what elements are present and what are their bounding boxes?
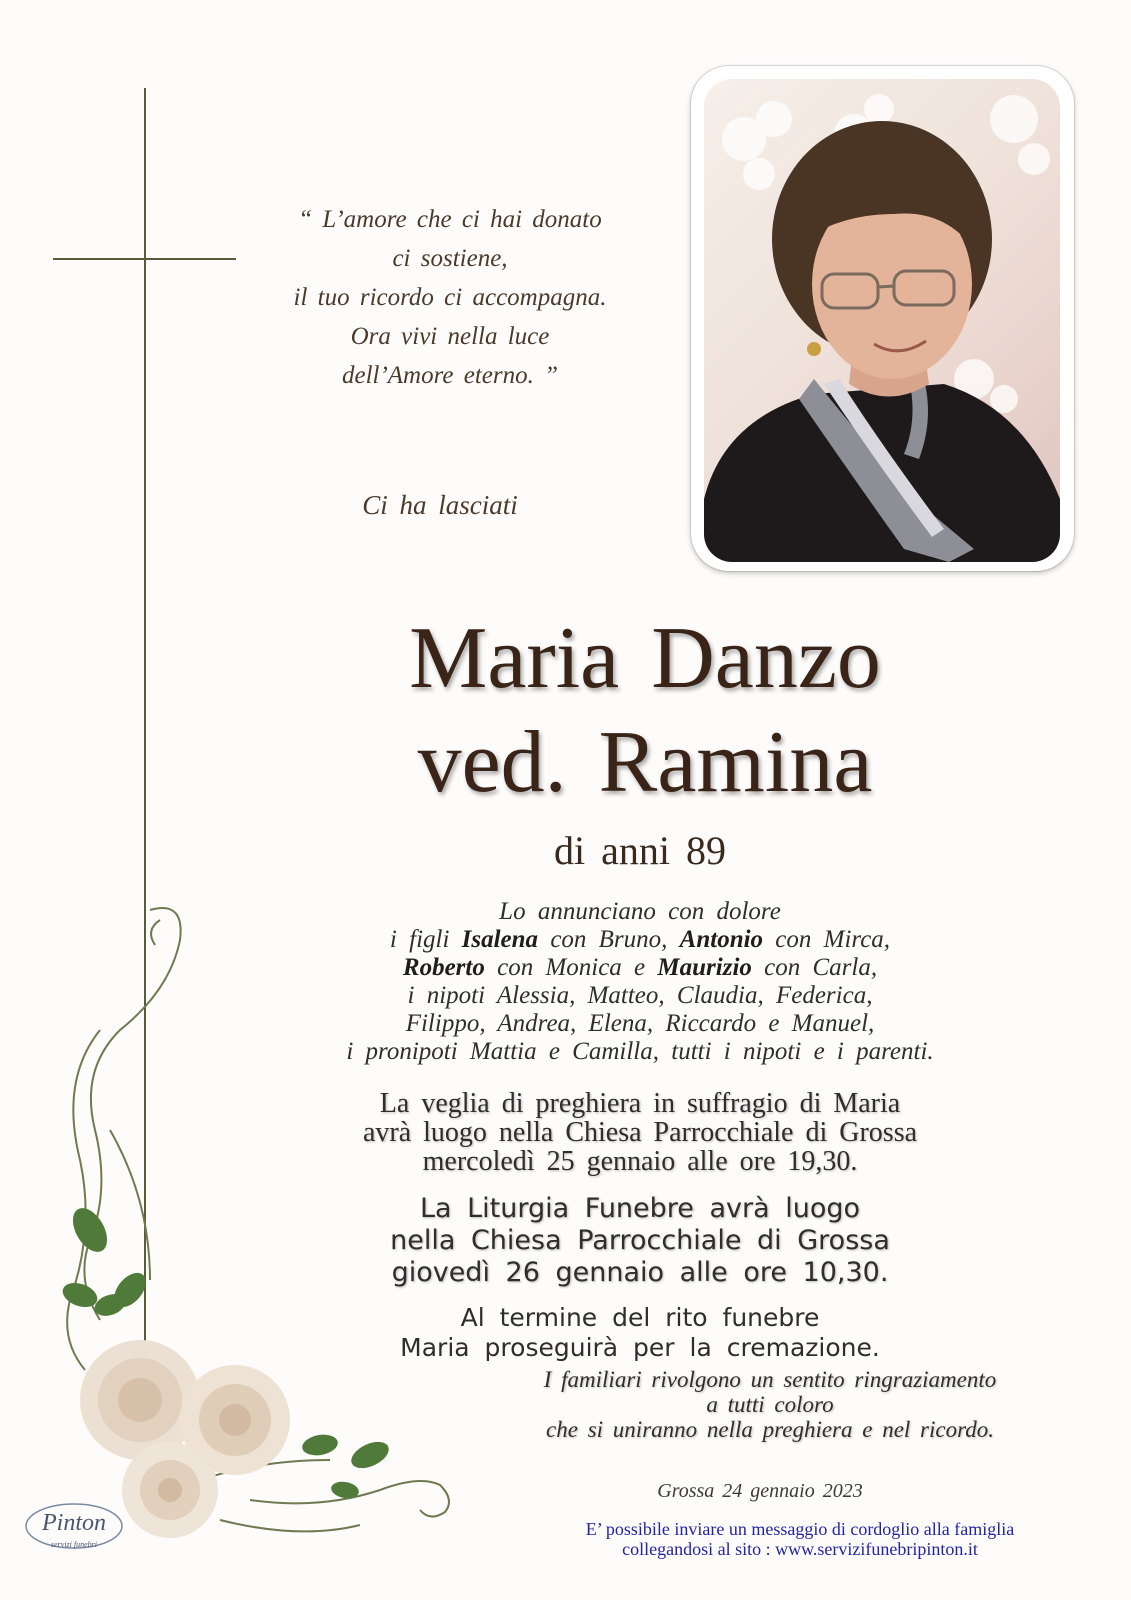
vigil-line: La veglia di preghiera in suffragio di Maria	[379, 1088, 901, 1119]
rose-flourish-decoration	[0, 900, 520, 1600]
announcement-line: i pronipoti Mattia e Camilla, tutti i nipoti e i parenti.	[346, 1038, 934, 1065]
child-name: Roberto	[402, 954, 485, 981]
quote-line: ci sostiene,	[392, 245, 508, 272]
text-fragment: con Bruno,	[538, 926, 680, 953]
deceased-widow-name: ved. Ramina	[417, 714, 873, 811]
portrait-photo	[704, 79, 1060, 562]
text-fragment: con Carla,	[751, 954, 878, 981]
child-name: Maurizio	[657, 954, 752, 981]
quote-line: Ora vivi nella luce	[350, 323, 550, 350]
condolence-website-line[interactable]: collegandosi al sito : www.servizifunebripinton.it	[622, 1539, 978, 1559]
thanks-line: I familiari rivolgono un sentito ringraziamento	[543, 1367, 997, 1392]
cremation-line: Al termine del rito funebre	[460, 1303, 820, 1332]
memorial-quote	[240, 200, 660, 395]
liturgy-line: La Liturgia Funebre avrà luogo	[419, 1193, 861, 1224]
condolence-line: E’ possibile inviare un messaggio di cordoglio alla famiglia	[585, 1519, 1015, 1539]
vigil-line: mercoledì 25 gennaio alle ore 19,30.	[422, 1146, 858, 1177]
liturgy-line: giovedì 26 gennaio alle ore 10,30.	[391, 1257, 889, 1288]
text-fragment: con Monica e	[484, 954, 658, 981]
vigil-line: avrà luogo nella Chiesa Parrocchiale di Grossa	[362, 1117, 918, 1148]
thanks-line: che si uniranno nella preghiera e nel ricordo.	[546, 1417, 994, 1442]
deceased-age: di anni 89	[554, 828, 726, 873]
cross-horizontal-bar	[53, 258, 236, 260]
deceased-name: Maria Danzo	[409, 610, 881, 707]
quote-line: dell’Amore eterno. ”	[341, 362, 559, 389]
liturgy-line: nella Chiesa Parrocchiale di Grossa	[390, 1225, 890, 1256]
text-fragment: con Mirca,	[763, 926, 891, 953]
quote-line: il tuo ricordo ci accompagna.	[293, 284, 607, 311]
announcement-line: Filippo, Andrea, Elena, Riccardo e Manuel,	[405, 1010, 875, 1037]
condolence-info	[520, 1519, 1080, 1559]
pinton-logo	[22, 1500, 126, 1556]
text-fragment: i figli	[389, 926, 462, 953]
portrait-illustration	[704, 79, 1060, 562]
announcement-line: i nipoti Alessia, Matteo, Claudia, Federica,	[407, 982, 873, 1009]
announcement-line: Lo annunciano con dolore	[499, 898, 781, 925]
svg-text:servizi funebri: servizi funebri	[51, 1540, 97, 1549]
intro-text: Ci ha lasciati	[362, 490, 518, 520]
child-name: Isalena	[461, 926, 539, 953]
place-and-date: Grossa 24 gennaio 2023	[657, 1480, 863, 1502]
family-thanks	[470, 1367, 1070, 1442]
thanks-line: a tutti coloro	[706, 1392, 834, 1417]
quote-line: “ L’amore che ci hai donato	[298, 206, 602, 233]
child-name: Antonio	[679, 926, 764, 953]
cremation-line: Maria proseguirà per la cremazione.	[400, 1333, 880, 1362]
svg-text:Pinton: Pinton	[42, 1510, 106, 1536]
